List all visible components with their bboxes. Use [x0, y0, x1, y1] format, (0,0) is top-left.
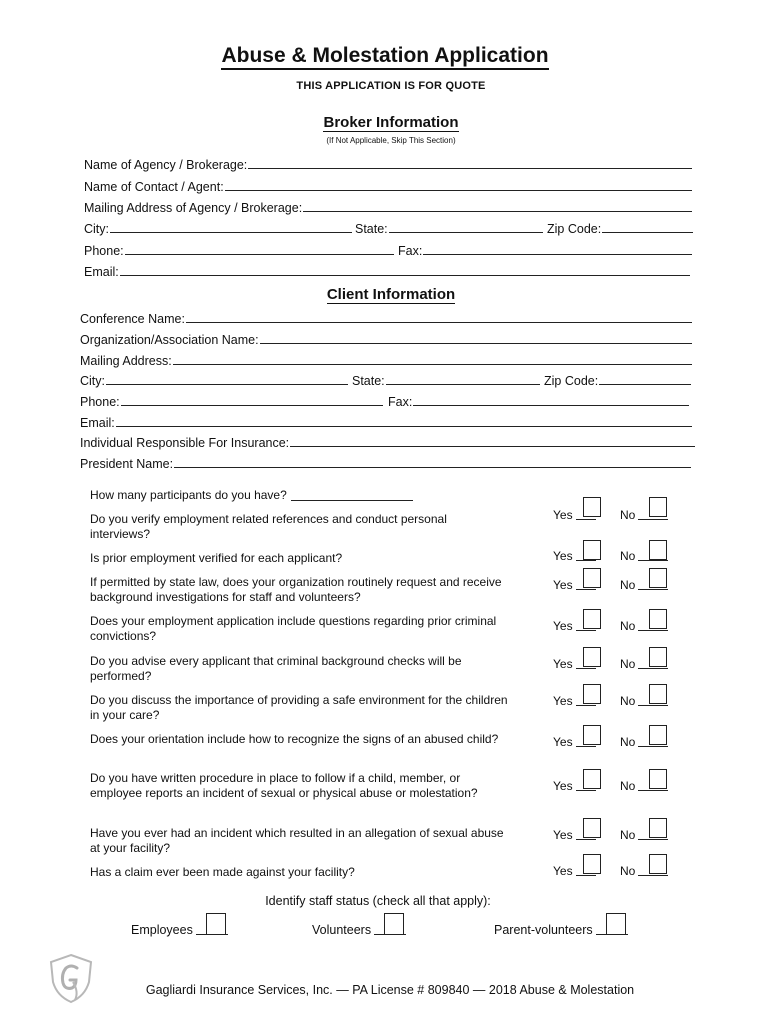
client-phone-field[interactable]: Phone: — [80, 392, 385, 409]
client-fax-field[interactable]: Fax: — [388, 392, 691, 409]
broker-zip-field[interactable]: Zip Code: — [547, 219, 695, 236]
q9-yes-checkbox[interactable] — [583, 818, 601, 838]
q4-yes-checkbox[interactable] — [583, 609, 601, 629]
q2-yes[interactable]: Yes — [553, 549, 596, 563]
participants-question[interactable]: How many participants do you have? — [90, 488, 490, 503]
q5-no[interactable]: No — [620, 657, 668, 671]
client-city-field[interactable]: City: — [80, 371, 350, 388]
q9-yes[interactable]: Yes — [553, 828, 596, 842]
client-organization-field[interactable]: Organization/Association Name: — [80, 330, 694, 347]
broker-fax-field[interactable]: Fax: — [398, 241, 694, 258]
broker-city-field[interactable]: City: — [84, 219, 354, 236]
q3-yes-checkbox[interactable] — [583, 568, 601, 588]
staff-volunteers[interactable]: Volunteers — [312, 923, 406, 937]
broker-section-heading: Broker Information — [323, 114, 459, 131]
q6-no-checkbox[interactable] — [649, 684, 667, 704]
q3-no[interactable]: No — [620, 578, 668, 592]
q5-yes[interactable]: Yes — [553, 657, 596, 671]
q9-no-checkbox[interactable] — [649, 818, 667, 838]
q4-no[interactable]: No — [620, 619, 668, 633]
page-title: Abuse & Molestation Application — [0, 44, 770, 68]
broker-mailing-field[interactable]: Mailing Address of Agency / Brokerage: — [84, 198, 694, 215]
footer-text: Gagliardi Insurance Services, Inc. — PA License # 809840 — 2018 Abuse & Molestation — [145, 983, 635, 997]
q8-yes[interactable]: Yes — [553, 779, 596, 793]
staff-parent-volunteers[interactable]: Parent-volunteers — [494, 923, 628, 937]
question-4: Does your employment application include questions regarding prior criminal convictions? — [90, 614, 497, 643]
q10-no[interactable]: No — [620, 864, 668, 878]
q10-yes[interactable]: Yes — [553, 864, 596, 878]
question-9: Have you ever had an incident which resulted in an allegation of sexual abuse at your facility? — [90, 826, 504, 855]
question-10: Has a claim ever been made against your facility? — [90, 865, 355, 879]
q10-no-checkbox[interactable] — [649, 854, 667, 874]
q4-no-checkbox[interactable] — [649, 609, 667, 629]
staff-parent-volunteers-checkbox[interactable] — [606, 913, 626, 935]
q6-no[interactable]: No — [620, 694, 668, 708]
client-email-field[interactable]: Email: — [80, 413, 694, 430]
q2-no-checkbox[interactable] — [649, 540, 667, 560]
broker-state-field[interactable]: State: — [355, 219, 545, 236]
page-subtitle: THIS APPLICATION IS FOR QUOTE — [296, 80, 486, 92]
staff-volunteers-checkbox[interactable] — [384, 913, 404, 935]
question-8: Do you have written procedure in place to follow if a child, member, or employee reports an incident of sexual or physical abuse or molestation? — [90, 771, 478, 800]
client-responsible-field[interactable]: Individual Responsible For Insurance: — [80, 433, 697, 450]
q8-yes-checkbox[interactable] — [583, 769, 601, 789]
client-zip-field[interactable]: Zip Code: — [544, 371, 693, 388]
q10-yes-checkbox[interactable] — [583, 854, 601, 874]
q1-no[interactable]: No — [620, 508, 668, 522]
client-conference-field[interactable]: Conference Name: — [80, 309, 694, 326]
broker-email-field[interactable]: Email: — [84, 262, 692, 279]
q6-yes-checkbox[interactable] — [583, 684, 601, 704]
q7-no[interactable]: No — [620, 735, 668, 749]
q8-no-checkbox[interactable] — [649, 769, 667, 789]
staff-employees[interactable]: Employees — [131, 923, 228, 937]
q1-yes[interactable]: Yes — [553, 508, 596, 522]
q1-no-checkbox[interactable] — [649, 497, 667, 517]
q6-yes[interactable]: Yes — [553, 694, 596, 708]
client-section-heading: Client Information — [326, 286, 456, 303]
q5-yes-checkbox[interactable] — [583, 647, 601, 667]
question-3: If permitted by state law, does your organization routinely request and receive background investigations for staff and volunteers? — [90, 575, 502, 604]
q3-no-checkbox[interactable] — [649, 568, 667, 588]
q1-yes-checkbox[interactable] — [583, 497, 601, 517]
broker-section-note: (If Not Applicable, Skip This Section) — [326, 136, 456, 145]
participants-input[interactable] — [291, 500, 413, 501]
q8-no[interactable]: No — [620, 779, 668, 793]
question-1: Do you verify employment related references and conduct personal interviews? — [90, 512, 447, 541]
q5-no-checkbox[interactable] — [649, 647, 667, 667]
question-5: Do you advise every applicant that criminal background checks will be performed? — [90, 654, 462, 683]
question-6: Do you discuss the importance of providing a safe environment for the children in your care? — [90, 693, 508, 722]
broker-agency-field[interactable]: Name of Agency / Brokerage: — [84, 155, 694, 172]
question-2: Is prior employment verified for each applicant? — [90, 551, 343, 565]
client-state-field[interactable]: State: — [352, 371, 542, 388]
q3-yes[interactable]: Yes — [553, 578, 596, 592]
client-president-field[interactable]: President Name: — [80, 454, 693, 471]
q2-yes-checkbox[interactable] — [583, 540, 601, 560]
q7-yes[interactable]: Yes — [553, 735, 596, 749]
broker-phone-field[interactable]: Phone: — [84, 241, 396, 258]
client-mailing-field[interactable]: Mailing Address: — [80, 351, 694, 368]
broker-contact-field[interactable]: Name of Contact / Agent: — [84, 177, 694, 194]
staff-status-title: Identify staff status (check all that apply): — [265, 894, 491, 908]
q7-no-checkbox[interactable] — [649, 725, 667, 745]
q9-no[interactable]: No — [620, 828, 668, 842]
q2-no[interactable]: No — [620, 549, 668, 563]
q7-yes-checkbox[interactable] — [583, 725, 601, 745]
staff-employees-checkbox[interactable] — [206, 913, 226, 935]
question-7: Does your orientation include how to recognize the signs of an abused child? — [90, 732, 499, 746]
q4-yes[interactable]: Yes — [553, 619, 596, 633]
